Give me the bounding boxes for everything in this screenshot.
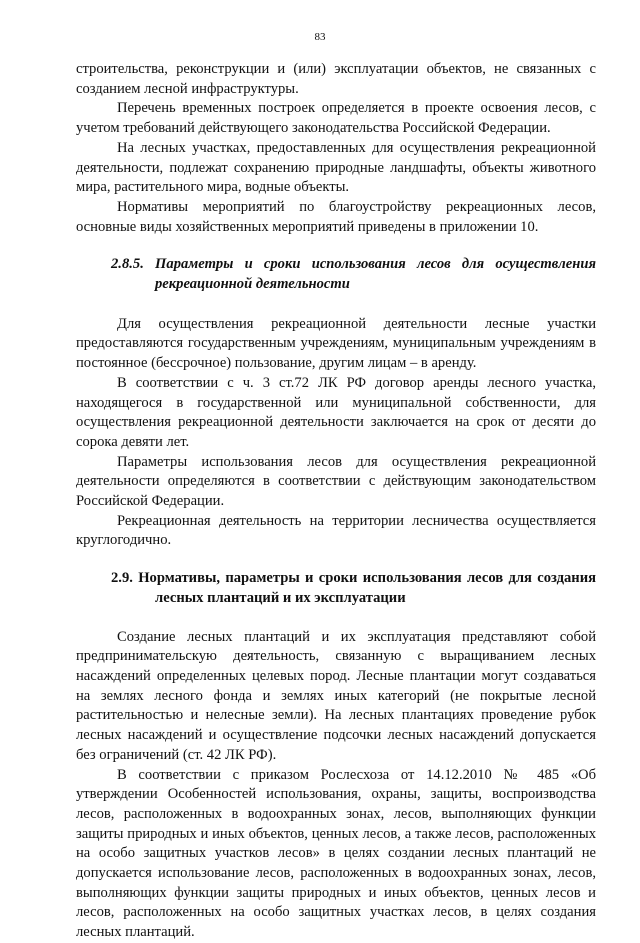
- section-2-8-5-paragraph-4: Рекреационная деятельность на территории лесничества осуществляется круглогодично.: [76, 512, 596, 549]
- intro-paragraph-2: Перечень временных построек определяется в проекте освоения лесов, с учетом требований действующего законодательства Российской Федерации.: [76, 100, 596, 137]
- section-2-9-heading: 2.9. Нормативы, параметры и сроки использования лесов для создания лесных плантаций и их эксплуатации: [111, 570, 596, 606]
- section-2-8-5-paragraph-2: В соответствии с ч. 3 ст.72 ЛК РФ договор аренды лесного участка, находящегося в государственной или муниципальной собственности, для осуществления рекреационной деятельности заключается на срок от десяти до сорока девяти лет.: [76, 374, 596, 450]
- section-2-9-paragraph-1: Создание лесных плантаций и их эксплуатация представляют собой предпринимательскую деятельность, связанную с выращиванием лесных насаждений определенных целевых пород. Лесные плантации могут создаваться на землях лесного фонда и землях иных категорий (не покрытые лесной растительностью и нелесные земли). На лесных плантациях проведение рубок лесных насаждений и осуществление подсочки лесных насаждений допускается без ограничений (ст. 42 ЛК РФ).: [76, 628, 596, 763]
- section-2-9-paragraph-2: В соответствии с приказом Рослесхоза от 14.12.2010 № 485 «Об утверждении Особенностей использования, охраны, защиты, воспроизводства лесов, расположенных в водоохранных зонах, лесов, выполняющих функции защиты природных и иных объектов, ценных лесов, а также лесов, расположенных на особо защитных участков лесов» в целях создании лесных плантаций не допускается использование лесов, расположенных в водоохранных зонах, лесов, выполняющих функции защиты природных и иных объектов, ценных лесов и лесов, расположенных на особо защитных участках лесов, в целях создания лесных плантаций.: [76, 766, 596, 941]
- spacer: [76, 551, 596, 569]
- intro-paragraph-1: строительства, реконструкции и (или) эксплуатации объектов, не связанных с созданием лесной инфраструктуры.: [76, 61, 596, 97]
- document-body: [76, 60, 596, 943]
- spacer: [76, 295, 596, 315]
- intro-paragraph-4: Нормативы мероприятий по благоустройству рекреационных лесов, основные виды хозяйственных мероприятий приведены в приложении 10.: [76, 198, 596, 235]
- section-2-8-5-paragraph-1: Для осуществления рекреационной деятельности лесные участки предоставляются государственным учреждениям, муниципальным учреждениям в постоянное (бессрочное) пользование, другим лицам – в аренду.: [76, 315, 596, 372]
- spacer: [76, 609, 596, 628]
- page-number: 83: [314, 31, 326, 43]
- intro-paragraph-3: На лесных участках, предоставленных для осуществления рекреационной деятельности, подлежат сохранению природные ландшафты, объекты животного мира, растительного мира, водные объекты.: [76, 139, 596, 196]
- section-2-8-5-paragraph-3: Параметры использования лесов для осуществления рекреационной деятельности определяются в соответствии с действующим законодательством Российской Федерации.: [76, 453, 596, 510]
- section-2-8-5-heading: 2.8.5. Параметры и сроки использования лесов для осуществления рекреационной деятельности: [111, 256, 596, 293]
- spacer: [76, 237, 596, 255]
